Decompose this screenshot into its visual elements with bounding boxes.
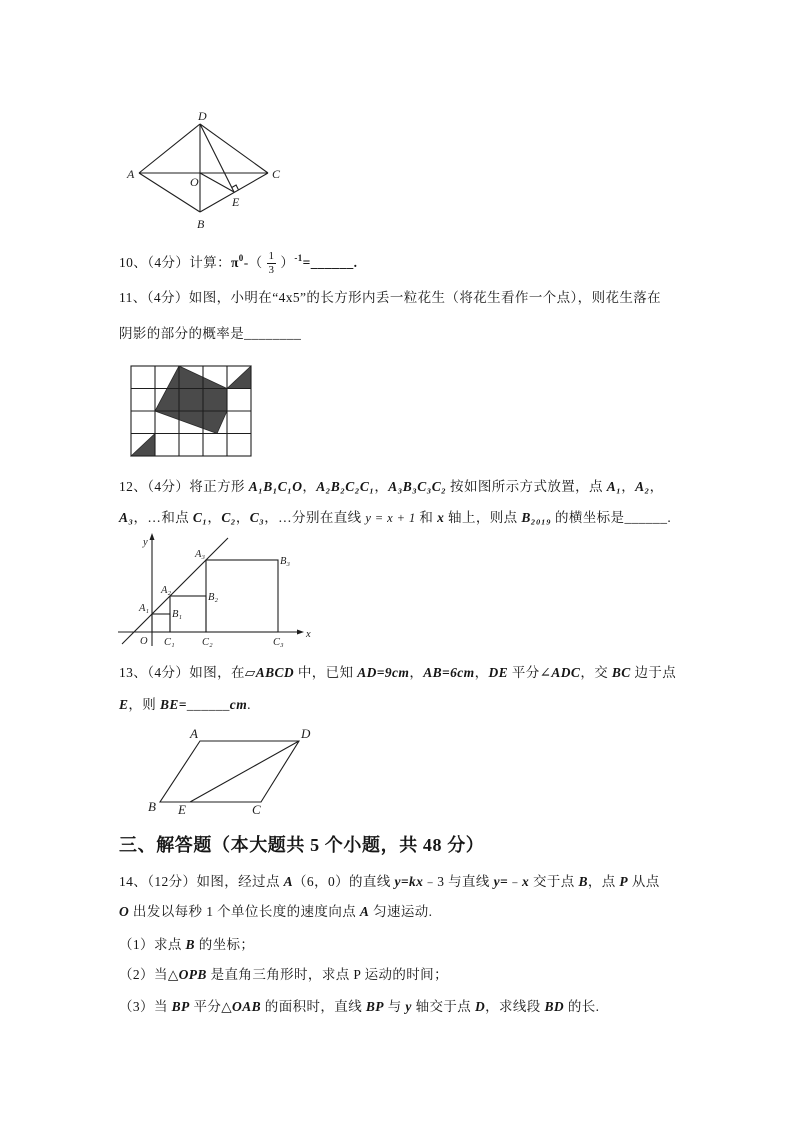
question-12-line-1 [119,477,664,497]
math-term: cm [229,697,248,712]
question-text: ﹣3 与直线 [423,874,494,889]
math-term: A₂ [635,479,650,494]
label-a: A [127,167,135,181]
question-text: ，点 [587,874,620,889]
question-text: 交于点 [529,874,579,889]
label-b2: B₂ [208,592,219,603]
math-term: ADC [551,665,581,680]
math-term: B₂₀₁₉ [521,510,552,525]
math-term: D [474,999,486,1014]
math-term: x [437,510,445,525]
label-b3: B₃ [280,556,291,567]
label-a1: A₁ [139,603,150,614]
shaded-region-main [155,366,227,434]
math-term: OPB [178,967,207,982]
question-13-line-2 [119,695,251,715]
label-d: D [198,109,207,123]
section-heading-text: 三、解答题（本大题共 5 个小题，共 48 分） [119,835,485,855]
label-b1: B₁ [172,609,183,620]
fraction-numerator: 1 [268,249,275,262]
math-term: BD [544,999,565,1014]
question-text: 匀速运动. [369,904,433,919]
math-term: A₂B₂C₂C₁ [316,479,375,494]
question-14-line-1 [119,872,660,892]
question-text: ， [621,479,636,494]
math-term: y=kx [394,874,424,889]
question-14-part-3 [119,997,599,1017]
question-text: ﹣ [508,874,523,889]
question-text: 的横坐标是______. [551,510,672,525]
math-term: A₁ [606,479,622,494]
question-text: （3）当 [119,999,172,1014]
question-text: 轴上，则点 [444,510,522,525]
question-14-part-2 [119,965,448,985]
math-term: C₂ [221,510,236,525]
math-term: BP [365,999,384,1014]
question-text: 中，已知 [294,665,358,680]
math-term: A₃B₃C₃C₂ [388,479,447,494]
label-c3: C₃ [273,637,284,648]
question-11-line-1 [119,288,661,308]
label-c2: C₂ [202,637,213,648]
question-text: ， [374,479,389,494]
segment-ad [139,124,200,173]
question-text: 阴影的部分的概率是________ [119,326,302,341]
question-text: 从点 [628,874,660,889]
shaded-triangle-top-right [227,366,251,389]
question-text: ，交 [580,665,612,680]
question-text: 的长. [564,999,600,1014]
question-14-line-2 [119,902,432,922]
section-heading [119,832,484,858]
math-term: OAB [232,999,262,1014]
question-11-line-2 [119,324,301,344]
question-14-part-1 [119,935,254,955]
label-o: O [140,636,148,647]
question-text: ，…分别在直线 [264,510,366,525]
math-term: A₁B₁C₁O [248,479,303,494]
question-text: . [247,697,251,712]
question-text: （1）求点 [119,937,186,952]
exponent: -1 [294,253,303,263]
figure-squares-on-axes [115,530,315,650]
parallelogram-abcd [160,741,299,802]
math-term: y [405,999,412,1014]
line-equation: y = x + 1 [365,511,416,525]
segment-dc [200,124,268,173]
label-e: E [178,802,186,817]
question-text: 14、（12分）如图，经过点 [119,874,284,889]
question-12-line-2 [119,508,671,528]
math-term: AD=9cm [357,665,410,680]
figure-rhombus [120,105,290,235]
question-text: 和 [415,510,438,525]
question-text: ， [649,479,664,494]
pi-exponent: 0 [238,253,244,263]
question-text: 与 [383,999,406,1014]
question-text: 的坐标； [194,937,255,952]
question-text: 的面积时，直线 [261,999,366,1014]
pi-symbol: π [231,255,239,270]
square-1 [152,614,170,632]
math-term: A [359,904,370,919]
question-text: ， [409,665,424,680]
label-e: E [232,195,240,209]
fraction [267,251,277,276]
label-c: C [252,802,261,817]
line-y-equals-x-plus-1 [122,538,228,644]
figure-grid [125,360,257,462]
question-text: ， [474,665,489,680]
math-term: x [522,874,530,889]
math-term: B [185,937,195,952]
figure-parallelogram [140,725,320,820]
label-c1: C₁ [164,637,175,648]
question-text: 平分∠ [508,665,552,680]
math-term: B [578,874,588,889]
question-text: 按如图所示方式放置，点 [446,479,607,494]
segment-de [190,741,299,802]
question-text: 10、（4分）计算： [119,255,231,270]
operator-text: -（ [243,255,263,270]
math-term: BC [611,665,631,680]
question-text: ，…和点 [133,510,193,525]
question-text: 出发以每秒 1 个单位长度的速度向点 [129,904,360,919]
question-text: 13、（4分）如图，在▱ [119,665,256,680]
question-text: 12、（4分）将正方形 [119,479,249,494]
math-term: BE= [159,697,187,712]
question-text: 11、（4分）如图，小明在“4x5”的长方形内丢一粒花生（将花生看作一个点），则花生落在 [119,290,662,305]
math-term: P [619,874,629,889]
label-x: x [306,629,311,640]
math-term: O [119,904,130,919]
y-axis-arrow [150,533,155,540]
label-y: y [143,537,148,548]
question-text: 边于点 [630,665,677,680]
question-text: ， [207,510,222,525]
segment-de [200,124,234,192]
question-text: ，则 [128,697,160,712]
fraction-denominator: 3 [268,263,275,276]
answer-blank: =______. [302,255,358,270]
label-c: C [272,167,281,181]
math-term: DE [488,665,509,680]
label-a: A [190,726,198,741]
label-a2: A₂ [161,585,172,596]
math-term: AB=6cm [423,665,475,680]
question-text: 轴交于点 [411,999,475,1014]
close-paren: ） [280,255,295,270]
math-term: A₃ [119,510,134,525]
question-text: ，求线段 [485,999,545,1014]
question-text: （6，0）的直线 [293,874,395,889]
answer-blank: ______ [186,697,230,712]
question-text: 是直角三角形时，求点 P 运动的时间； [206,967,448,982]
label-d: D [301,726,311,741]
question-10 [119,249,358,276]
question-text: （2）当△ [119,967,179,982]
question-text: ， [235,510,250,525]
math-term: E [119,697,129,712]
label-b: B [197,217,205,231]
math-term: C₁ [192,510,208,525]
question-13-line-1 [119,663,676,683]
math-term: ABCD [255,665,295,680]
question-text: 平分△ [189,999,233,1014]
math-term: A [283,874,294,889]
label-b: B [148,799,156,814]
label-a3: A₃ [195,549,206,560]
x-axis-arrow [297,630,304,635]
math-term: BP [171,999,190,1014]
math-term: C₃ [249,510,265,525]
math-term: y= [493,874,509,889]
label-o: O [190,175,199,189]
question-text: ， [302,479,317,494]
shaded-triangle-bottom-left [131,434,155,457]
